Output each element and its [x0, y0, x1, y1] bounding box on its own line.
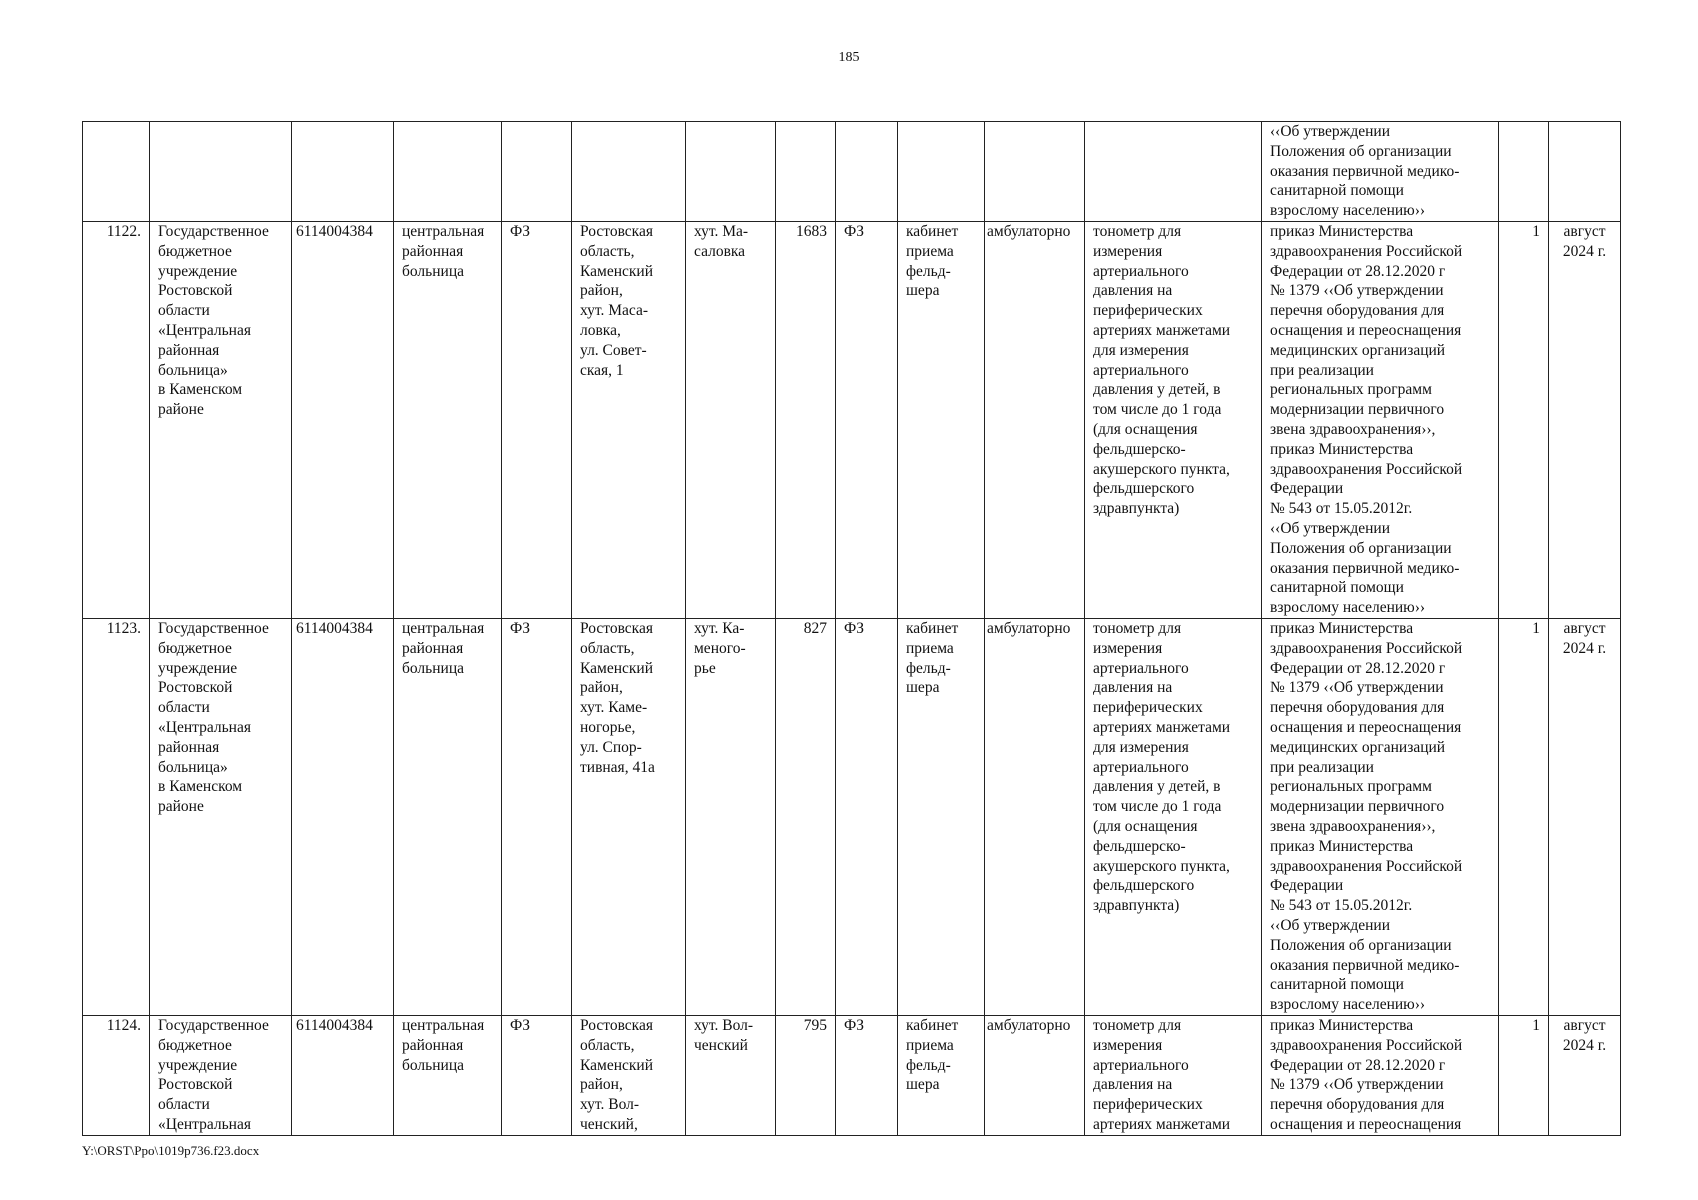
cell-quantity	[1499, 122, 1549, 222]
cell-fz: ФЗ	[836, 619, 898, 1016]
cell-inn: 6114004384	[292, 619, 394, 1016]
cell-inn	[292, 122, 394, 222]
cell-unit: кабинет приема фельд- шера	[898, 222, 985, 619]
cell-fz	[502, 122, 572, 222]
cell-quantity: 1	[1499, 1016, 1549, 1136]
cell-equipment: тонометр для измерения артериального давления на периферических артериях манжетами для измерения артериального давления у детей, в том числе до 1 года (для оснащения фельдшерско- акушерского пункта, фельдшерского здравпункта)	[1085, 619, 1262, 1016]
cell-documents: приказ Министерства здравоохранения Российской Федерации от 28.12.2020 г № 1379 ‹‹Об утверждении перечня оборудования для оснащения и переоснащения медицинских организаций при реализации региональных программ модернизации первичного звена здравоохранения››, приказ Министерства здравоохранения Российской Федерации № 543 от 15.05.2012г. ‹‹Об утверждении Положения об организации оказания первичной медико- санитарной помощи взрослому населению››	[1262, 619, 1499, 1016]
cell-org: Государственное бюджетное учреждение Ростовской области «Центральная районная больница» в Каменском районе	[150, 619, 292, 1016]
cell-documents: приказ Министерства здравоохранения Российской Федерации от 28.12.2020 г № 1379 ‹‹Об утверждении перечня оборудования для оснащения и переоснащения медицинских организаций при реализации региональных программ модернизации первичного звена здравоохранения››, приказ Министерства здравоохранения Российской Федерации № 543 от 15.05.2012г. ‹‹Об утверждении Положения об организации оказания первичной медико- санитарной помощи взрослому населению››	[1262, 222, 1499, 619]
cell-type: центральная районная больница	[394, 1016, 502, 1136]
cell-address	[572, 122, 686, 222]
cell-care	[985, 122, 1085, 222]
cell-care: амбулаторно	[985, 1016, 1085, 1136]
cell-locality: хут. Ма- саловка	[686, 222, 776, 619]
cell-fz: ФЗ	[502, 619, 572, 1016]
cell-unit: кабинет приема фельд- шера	[898, 1016, 985, 1136]
cell-fz: ФЗ	[836, 222, 898, 619]
cell-num	[83, 122, 150, 222]
cell-org: Государственное бюджетное учреждение Ростовской области «Центральная	[150, 1016, 292, 1136]
equipment-table	[82, 121, 1621, 1136]
cell-type: центральная районная больница	[394, 222, 502, 619]
cell-date: август 2024 г.	[1549, 222, 1621, 619]
cell-equipment: тонометр для измерения артериального давления на периферических артериях манжетами	[1085, 1016, 1262, 1136]
cell-org: Государственное бюджетное учреждение Ростовской области «Центральная районная больница» в Каменском районе	[150, 222, 292, 619]
cell-date: август 2024 г.	[1549, 1016, 1621, 1136]
footer-file-path: Y:\ORST\Ppo\1019p736.f23.docx	[82, 1143, 260, 1158]
cell-address: Ростовская область, Каменский район, хут. Каме- ногорье, ул. Спор- тивная, 41а	[572, 619, 686, 1016]
cell-population: 827	[776, 619, 836, 1016]
table-row	[83, 1016, 1621, 1136]
cell-equipment	[1085, 122, 1262, 222]
cell-address: Ростовская область, Каменский район, хут. Маса- ловка, ул. Совет- ская, 1	[572, 222, 686, 619]
cell-care: амбулаторно	[985, 619, 1085, 1016]
cell-fz	[836, 122, 898, 222]
cell-quantity: 1	[1499, 222, 1549, 619]
cell-address: Ростовская область, Каменский район, хут. Вол- ченский,	[572, 1016, 686, 1136]
cell-num: 1124.	[83, 1016, 150, 1136]
cell-documents: ‹‹Об утверждении Положения об организации оказания первичной медико- санитарной помощи взрослому населению››	[1262, 122, 1499, 222]
cell-care: амбулаторно	[985, 222, 1085, 619]
table-row	[83, 619, 1621, 1016]
cell-population	[776, 122, 836, 222]
cell-population: 795	[776, 1016, 836, 1136]
table-row	[83, 122, 1621, 222]
table-row	[83, 222, 1621, 619]
cell-inn: 6114004384	[292, 222, 394, 619]
cell-locality: хут. Ка- меного- рье	[686, 619, 776, 1016]
cell-num: 1123.	[83, 619, 150, 1016]
cell-date	[1549, 122, 1621, 222]
cell-type: центральная районная больница	[394, 619, 502, 1016]
cell-documents: приказ Министерства здравоохранения Российской Федерации от 28.12.2020 г № 1379 ‹‹Об утверждении перечня оборудования для оснащения и переоснащения	[1262, 1016, 1499, 1136]
cell-equipment: тонометр для измерения артериального давления на периферических артериях манжетами для измерения артериального давления у детей, в том числе до 1 года (для оснащения фельдшерско- акушерского пункта, фельдшерского здравпункта)	[1085, 222, 1262, 619]
cell-unit: кабинет приема фельд- шера	[898, 619, 985, 1016]
cell-fz: ФЗ	[502, 1016, 572, 1136]
cell-org	[150, 122, 292, 222]
cell-num: 1122.	[83, 222, 150, 619]
cell-fz: ФЗ	[502, 222, 572, 619]
cell-fz: ФЗ	[836, 1016, 898, 1136]
cell-locality	[686, 122, 776, 222]
cell-quantity: 1	[1499, 619, 1549, 1016]
cell-population: 1683	[776, 222, 836, 619]
cell-date: август 2024 г.	[1549, 619, 1621, 1016]
cell-type	[394, 122, 502, 222]
cell-unit	[898, 122, 985, 222]
page-number: 185	[838, 50, 860, 65]
cell-locality: хут. Вол- ченский	[686, 1016, 776, 1136]
cell-inn: 6114004384	[292, 1016, 394, 1136]
